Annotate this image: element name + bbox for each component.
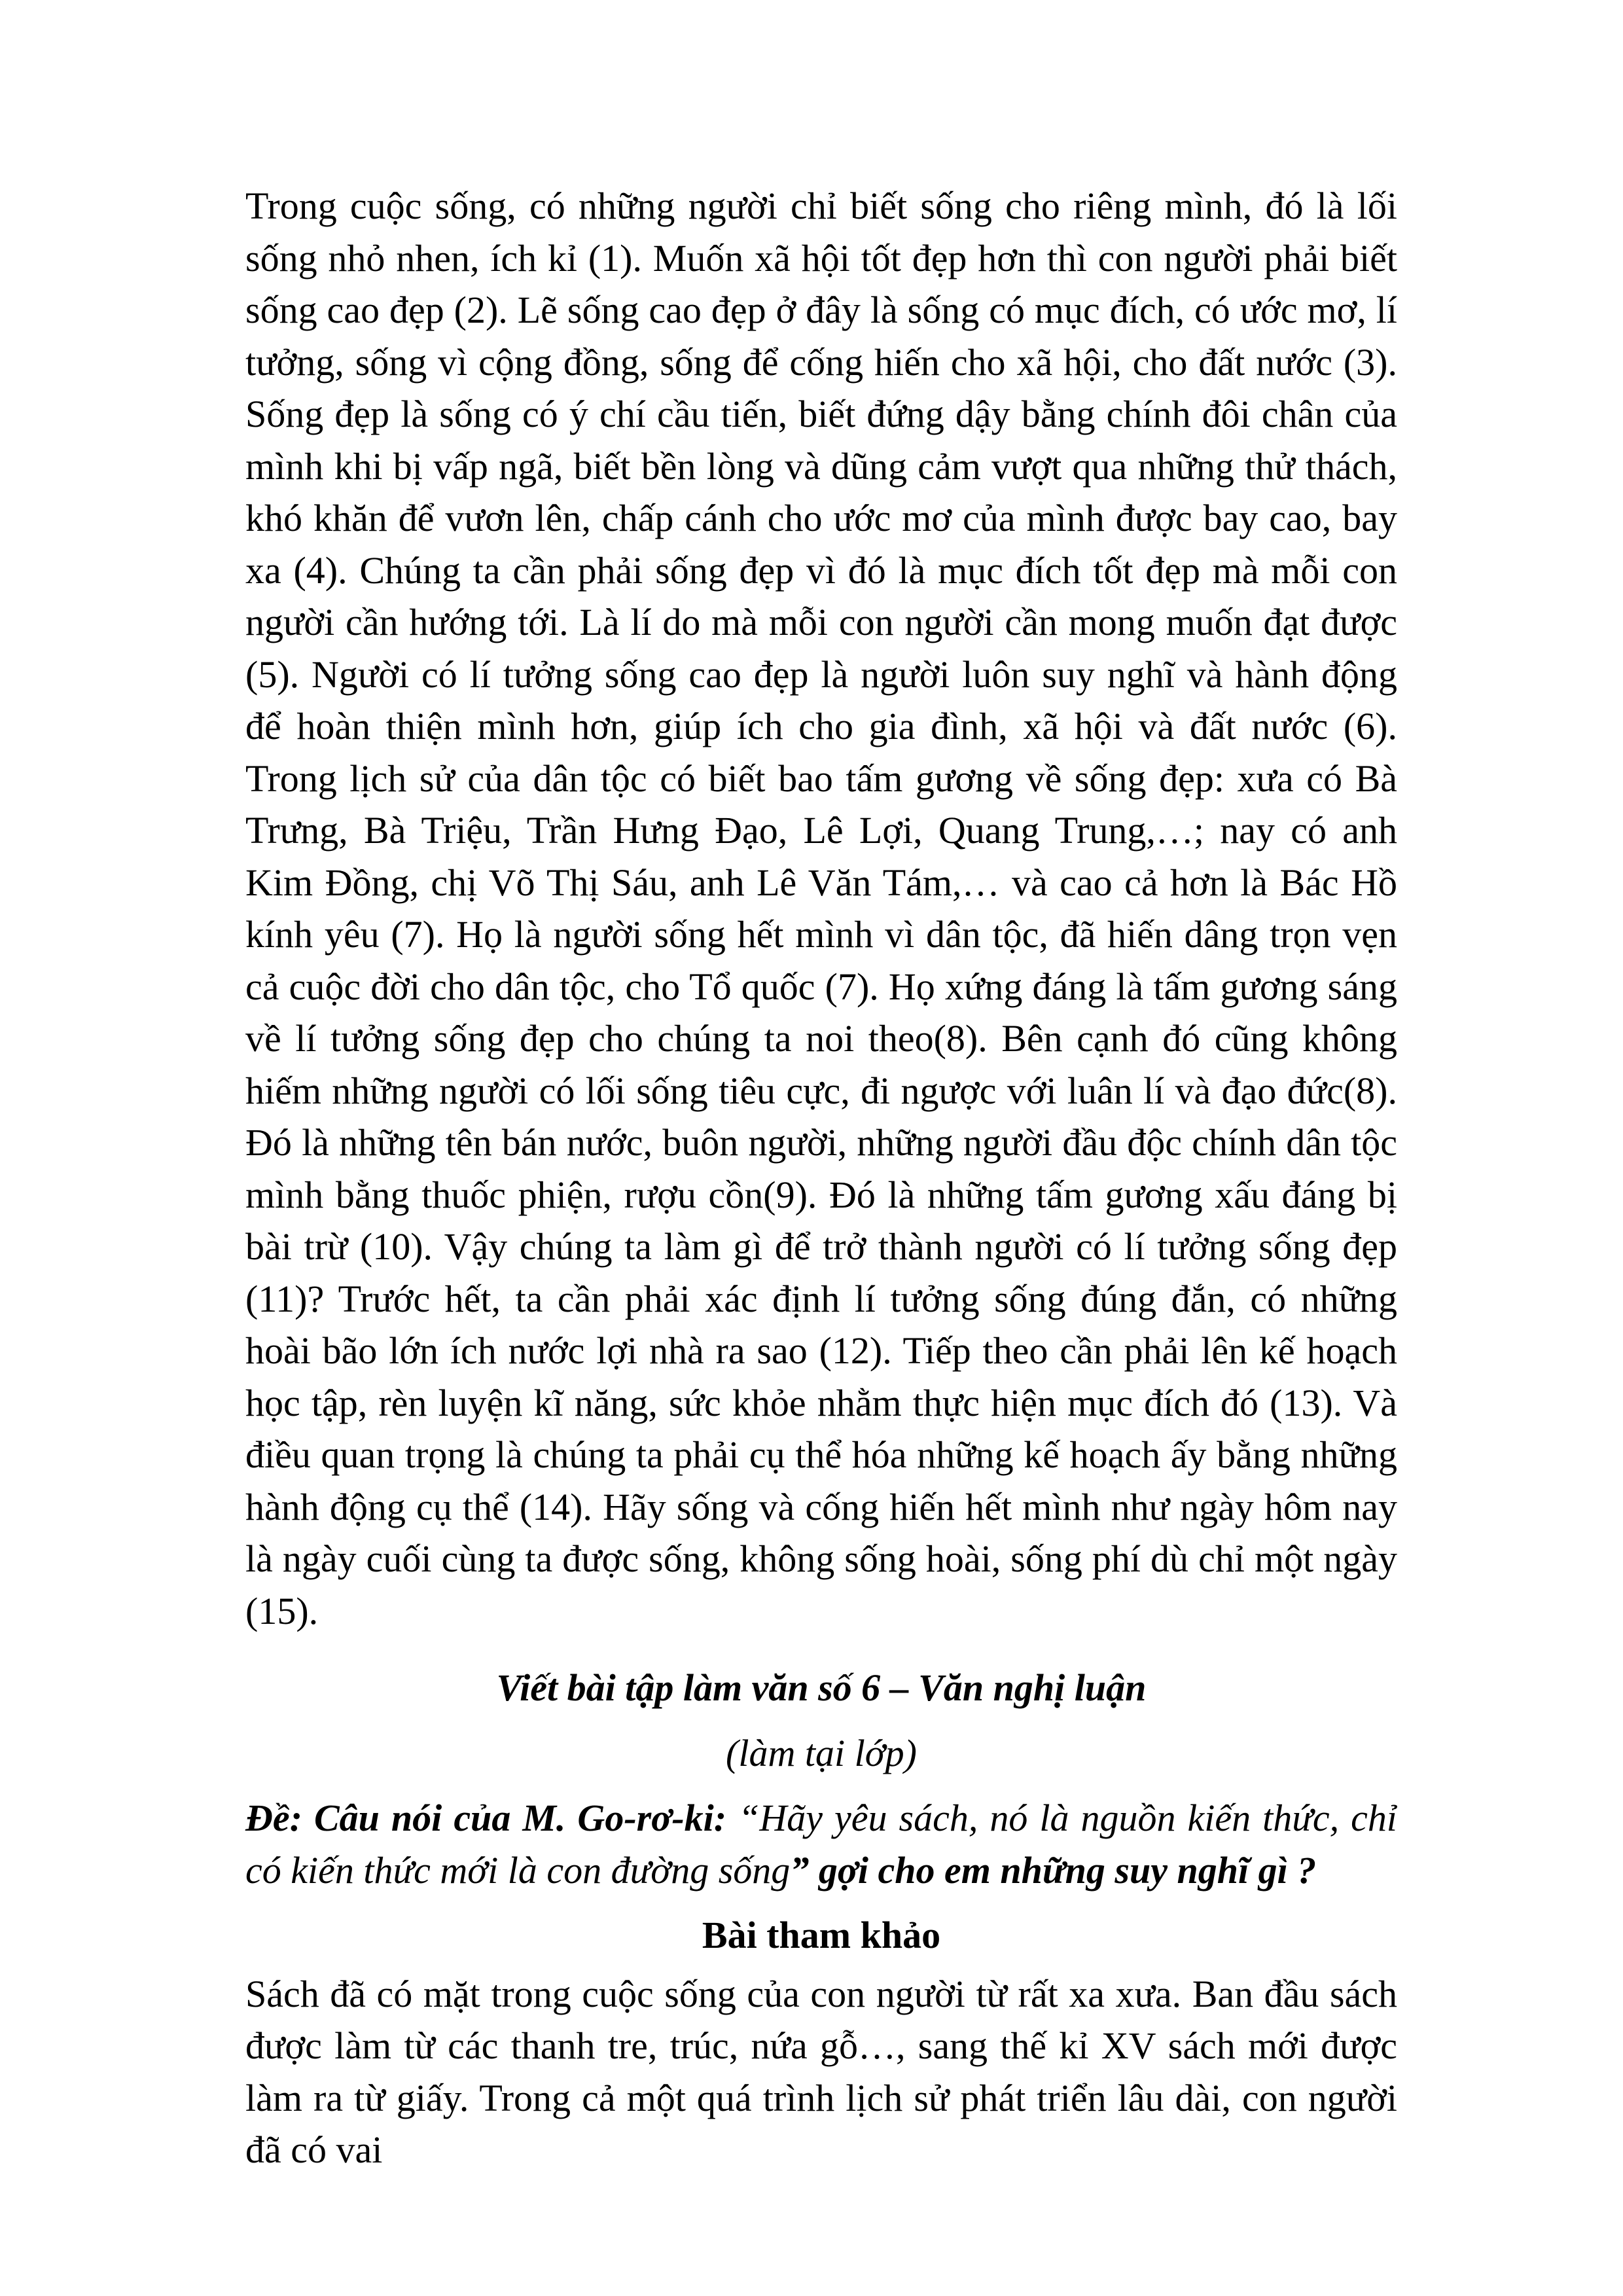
essay-prompt xyxy=(245,1792,1397,1896)
section-subheading: (làm tại lớp) xyxy=(726,1731,917,1774)
body-paragraph-1: Trong cuộc sống, có những người chỉ biết sống cho riêng mình, đó là lối sống nhỏ nhen, ích kỉ (1). Muốn xã hội tốt đẹp hơn thì con người phải biết sống cao đẹp (2). Lẽ sống cao đẹp ở đây là sống có mục đích, có ước mơ, lí tưởng, sống vì cộng đồng, sống để cống hiến cho xã hội, cho đất nước (3). Sống đẹp là sống có ý chí cầu tiến, biết đứng dậy bằng chính đôi chân của mình khi bị vấp ngã, biết bền lòng và dũng cảm vượt qua những thử thách, khó khăn để vươn lên, chấp cánh cho ước mơ của mình được bay cao, bay xa (4). Chúng ta cần phải sống đẹp vì đó là mục đích tốt đẹp mà mỗi con người cần hướng tới. Là lí do mà mỗi con người cần mong muốn đạt được (5). Người có lí tưởng sống cao đẹp là người luôn suy nghĩ và hành động để hoàn thiện mình hơn, giúp ích cho gia đình, xã hội và đất nước (6). Trong lịch sử của dân tộc có biết bao tấm gương về sống đẹp: xưa có Bà Trưng, Bà Triệu, Trần Hưng Đạo, Lê Lợi, Quang Trung,…; nay có anh Kim Đồng, chị Võ Thị Sáu, anh Lê Văn Tám,… và cao cả hơn là Bác Hồ kính yêu (7). Họ là người sống hết mình vì dân tộc, đã hiến dâng trọn vẹn cả cuộc đời cho dân tộc, cho Tổ quốc (7). Họ xứng đáng là tấm gương sáng về lí tưởng sống đẹp cho chúng ta noi theo(8). Bên cạnh đó cũng không hiếm những người có lối sống tiêu cực, đi ngược với luân lí và đạo đức(8). Đó là những tên bán nước, buôn người, những người đầu độc chính dân tộc mình bằng thuốc phiện, rượu cồn(9). Đó là những tấm gương xấu đáng bị bài trừ (10). Vậy chúng ta làm gì để trở thành người có lí tưởng sống đẹp (11)? Trước hết, ta cần phải xác định lí tưởng sống đúng đắn, có những hoài bão lớn ích nước lợi nhà ra sao (12). Tiếp theo cần phải lên kế hoạch học tập, rèn luyện kĩ năng, sức khỏe nhằm thực hiện mục đích đó (13). Và điều quan trọng là chúng ta phải cụ thể hóa những kế hoạch ấy bằng những hành động cụ thể (14). Hãy sống và cống hiến hết mình như ngày hôm nay là ngày cuối cùng ta được sống, không sống hoài, sống phí dù chỉ một ngày (15). xyxy=(245,185,1397,1632)
prompt-quote: “Hãy yêu sách, nó là nguồn kiến thức, chỉ có kiến thức mới là con đường sống xyxy=(245,1797,1398,1892)
prompt-label: Đề: Câu nói của M. Go-rơ-ki: xyxy=(245,1797,727,1839)
reference-title: Bài tham khảo xyxy=(702,1914,941,1956)
body-paragraph-2: Sách đã có mặt trong cuộc sống của con người từ rất xa xưa. Ban đầu sách được làm từ các thanh tre, trúc, nứa gỗ…, sang thế kỉ XV sách mới được làm ra từ giấy. Trong cả một quá trình lịch sử phát triển lâu dài, con người đã có vai xyxy=(245,1972,1397,2171)
document-page xyxy=(245,180,1397,2176)
section-heading: Viết bài tập làm văn số 6 – Văn nghị luận xyxy=(496,1666,1147,1709)
prompt-tail: ” gợi cho em những suy nghĩ gì ? xyxy=(790,1848,1317,1892)
